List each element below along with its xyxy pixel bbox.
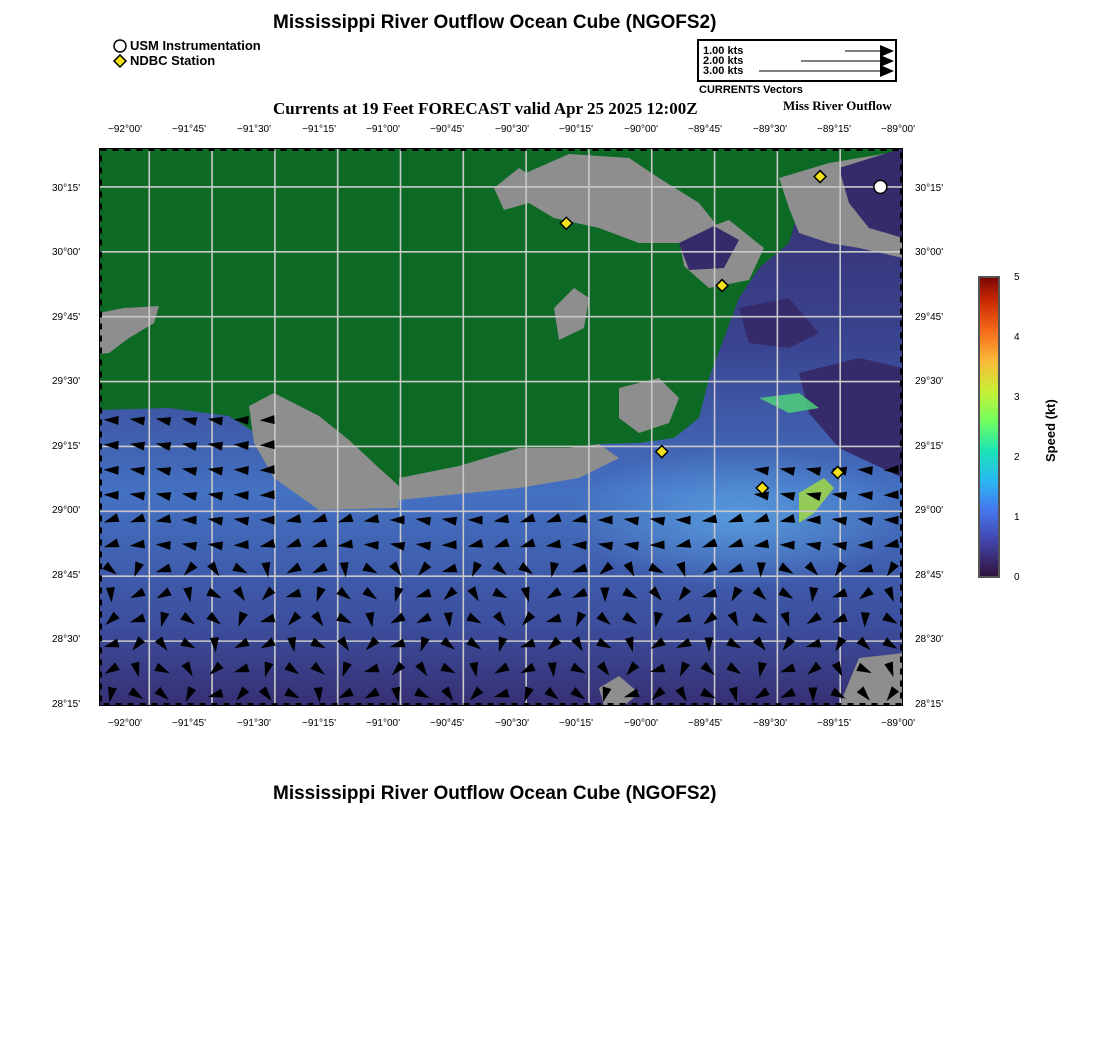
lon-tick-label: −90°45': [430, 124, 464, 135]
colorbar-tick-label: 2: [1014, 452, 1020, 463]
lon-tick-label: −90°30': [495, 124, 529, 135]
lon-tick-label: −89°45': [688, 124, 722, 135]
usm-station-icon: [874, 180, 887, 193]
lat-tick-label: 29°30': [52, 376, 81, 387]
vectors-caption: CURRENTS Vectors: [699, 84, 803, 96]
lat-tick-label: 29°30': [915, 376, 944, 387]
lon-tick-label: −90°45': [430, 718, 464, 729]
lat-tick-label: 28°15': [52, 699, 81, 710]
speed-colorbar: [976, 274, 1006, 580]
vectors-legend: [697, 39, 897, 82]
lon-tick-label: −91°15': [302, 124, 336, 135]
lat-tick-label: 28°45': [915, 570, 944, 581]
lon-tick-label: −91°45': [172, 718, 206, 729]
lon-tick-label: −92°00': [108, 124, 142, 135]
colorbar-tick-label: 0: [1014, 572, 1020, 583]
colorbar-tick-label: 1: [1014, 512, 1020, 523]
vector-row-2-label: 2.00 kts: [703, 55, 744, 67]
arrow-icon: [880, 55, 894, 67]
colorbar-tick-label: 5: [1014, 272, 1020, 283]
legend-symbols: [112, 38, 128, 70]
lon-tick-label: −89°15': [817, 124, 851, 135]
lat-tick-label: 29°00': [915, 505, 944, 516]
ndbc-diamond-icon: [114, 55, 126, 67]
lat-tick-label: 29°00': [52, 505, 81, 516]
station-legend: [112, 37, 302, 71]
current-speed-map: [99, 148, 903, 706]
vector-row-1-label: 1.00 kts: [703, 45, 744, 57]
lat-tick-label: 30°00': [52, 247, 81, 258]
colorbar-tick-label: 3: [1014, 392, 1020, 403]
lon-tick-label: −91°15': [302, 718, 336, 729]
lon-tick-label: −89°00': [881, 718, 915, 729]
lat-tick-label: 28°15': [915, 699, 944, 710]
lat-tick-label: 29°15': [52, 441, 81, 452]
lon-tick-label: −92°00': [108, 718, 142, 729]
lat-tick-label: 28°30': [52, 634, 81, 645]
arrow-icon: [880, 65, 894, 77]
legend-usm-label: USM Instrumentation: [130, 38, 261, 53]
lat-tick-label: 30°15': [915, 183, 944, 194]
second-map-title: Mississippi River Outflow Ocean Cube (NGOFS2): [273, 783, 717, 804]
colorbar-tick-label: 4: [1014, 332, 1020, 343]
lon-tick-label: −89°45': [688, 718, 722, 729]
lon-tick-label: −91°45': [172, 124, 206, 135]
arrow-icon: [880, 45, 894, 57]
lat-tick-label: 30°00': [915, 247, 944, 258]
lon-tick-label: −89°00': [881, 124, 915, 135]
vector-arrows: [699, 41, 895, 80]
lon-tick-label: −91°00': [366, 124, 400, 135]
lon-tick-label: −89°30': [753, 718, 787, 729]
legend-ndbc-label: NDBC Station: [130, 53, 216, 68]
lon-tick-label: −89°15': [817, 718, 851, 729]
colorbar-gradient: [979, 277, 999, 577]
lon-tick-label: −90°00': [624, 124, 658, 135]
lon-tick-label: −90°15': [559, 124, 593, 135]
lon-tick-label: −90°15': [559, 718, 593, 729]
lat-tick-label: 29°15': [915, 441, 944, 452]
lat-tick-label: 28°30': [915, 634, 944, 645]
colorbar-label: Speed (kt): [1043, 399, 1058, 462]
lon-tick-label: −89°30': [753, 124, 787, 135]
corner-label: Miss River Outflow: [783, 98, 892, 113]
lat-tick-label: 28°45': [52, 570, 81, 581]
vector-row-3-label: 3.00 kts: [703, 65, 744, 77]
lat-tick-label: 30°15': [52, 183, 81, 194]
lon-tick-label: −91°30': [237, 124, 271, 135]
lon-tick-label: −90°30': [495, 718, 529, 729]
lat-tick-label: 29°45': [915, 312, 944, 323]
lon-tick-label: −91°30': [237, 718, 271, 729]
usm-circle-icon: [114, 40, 126, 52]
lat-tick-label: 29°45': [52, 312, 81, 323]
map-subtitle: Currents at 19 Feet FORECAST valid Apr 25 2025 12:00Z: [273, 99, 698, 118]
lon-tick-label: −91°00': [366, 718, 400, 729]
map-title: Mississippi River Outflow Ocean Cube (NGOFS2): [273, 12, 717, 33]
lon-tick-label: −90°00': [624, 718, 658, 729]
